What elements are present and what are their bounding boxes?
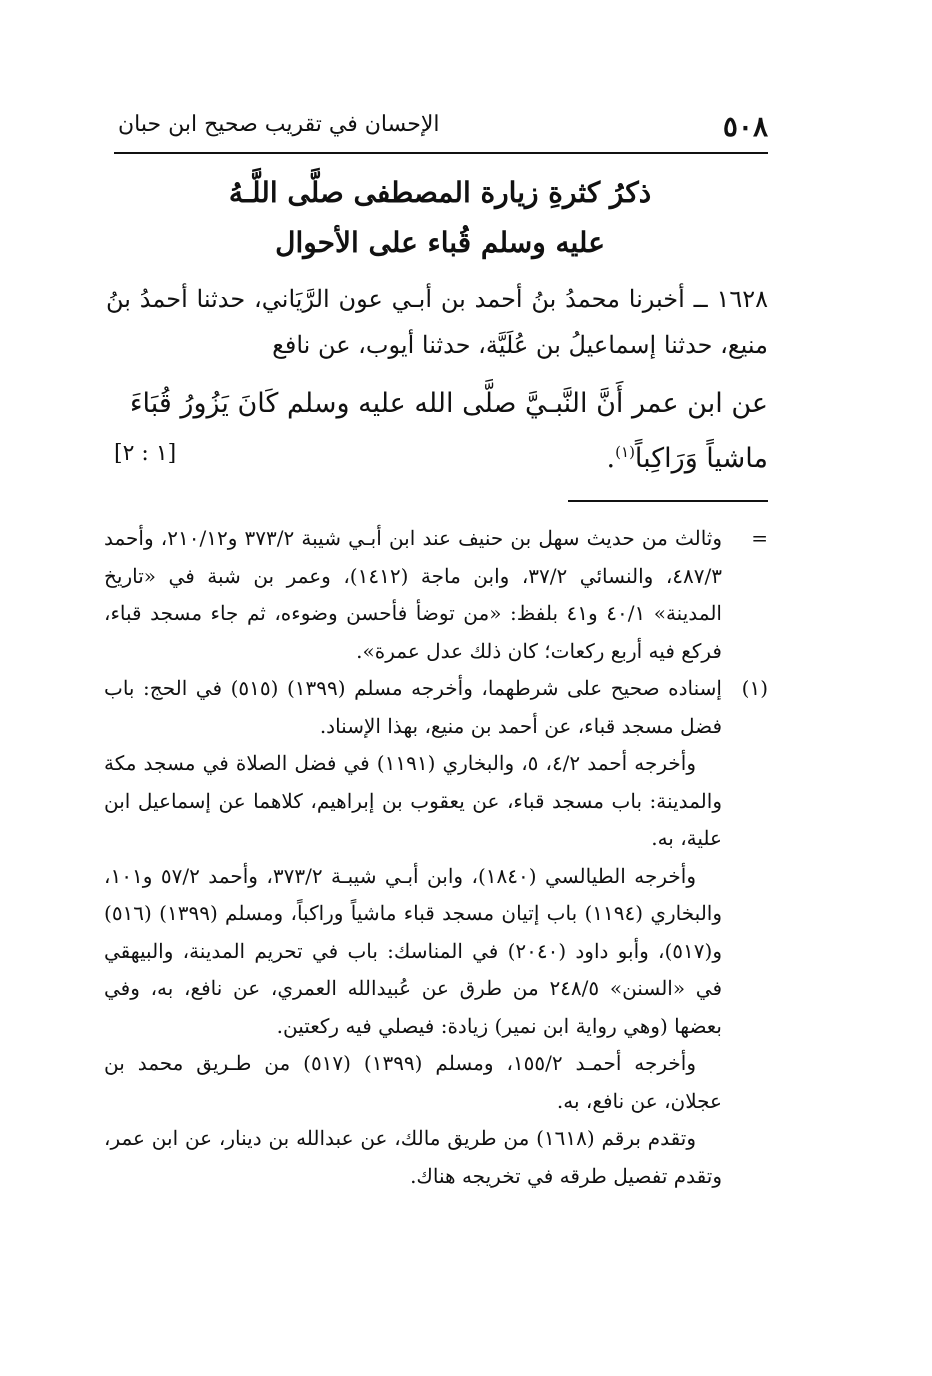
matn-line-2 — [106, 428, 768, 483]
chapter-title — [112, 168, 768, 268]
chapter-title-line-1: ذكرُ كثرةِ زيارة المصطفى صلَّى اللَّـهُ — [228, 176, 652, 209]
footnote-1-para-3: وأخرجه الطيالسي (١٨٤٠)، وابن أبـي شيبـة ٣٧٣/٢، وأحمد ٥٧/٢ و١٠١، والبخاري (١١٩٤) باب إتيان مسجد قباء ماشياً وراكباً، ومسلم (١٣٩٩) (٥١٦) و(٥١٧)، وأبو داود (٢٠٤٠) في المناسك: باب في تحريم المدينة، والبيهقي في «السنن» ٢٤٨/٥ من طرق عن عُبيدالله العمري، عن نافع، به، وفي بعضها (وهي رواية ابن نمير) زيادة: فيصلي فيه ركعتين. — [104, 863, 722, 1038]
chapter-title-line-2: عليه وسلم قُباء على الأحوال — [275, 226, 605, 259]
hadith-matn — [106, 380, 768, 483]
hadith-isnad: ١٦٢٨ ــ أخبرنا محمدُ بنُ أحمد بن أبـي عون الرَّيَاني، حدثنا أحمدُ بنُ منيع، حدثنا إسماعيلُ بن عُلَيَّة، حدثنا أيوب، عن نافع — [106, 285, 768, 359]
footnote-rule — [568, 500, 768, 502]
running-header — [112, 104, 768, 144]
footnote-1 — [104, 670, 768, 745]
header-rule — [114, 152, 768, 154]
footnote-1-para-1: إسناده صحيح على شرطهما، وأخرجه مسلم (١٣٩٩) (٥١٥) في الحج: باب فضل مسجد قباء، عن أحمد بن منيع، بهذا الإسناد. — [104, 676, 722, 738]
page-number: ٥٠٨ — [722, 110, 768, 143]
continuation-text: وثالث من حديث سهل بن حنيف عند ابن أبـي شيبة ٣٧٣/٢ و٢١٠/١٢، وأحمد ٤٨٧/٣، والنسائي ٣٧/٢، وابن ماجة (١٤١٢)، وعمر بن شبة في «تاريخ المدينة» ٤٠/١ و٤١ بلفظ: «من توضأ فأحسن وضوءه، ثم جاء مسجد قباء، فركع فيه أربع ركعات؛ كان ذلك عدل عمرة». — [104, 526, 723, 663]
book-title: الإحسان في تقريب صحيح ابن حبان — [118, 112, 440, 137]
footnote-reference-marker[interactable]: (١) — [615, 443, 635, 461]
footnote-1-para-4: وأخرجه أحمـد ١٥٥/٢، ومسلم (١٣٩٩) (٥١٧) من طـريق محمد بن عجلان، عن نافع، به. — [104, 1051, 722, 1113]
footnotes-section — [104, 520, 768, 1195]
footnote-1-para-5: وتقدم برقم (١٦١٨) من طريق مالك، عن عبدالله بن دينار، عن ابن عمر، وتقدم تفصيل طرقه في تخريجه هناك. — [104, 1126, 722, 1188]
continuation-marker: = — [751, 526, 768, 550]
footnote-1-marker: (١) — [741, 676, 768, 700]
matn-end-punctuation: . — [606, 443, 616, 474]
hadith-reference-tag: [١ : ٢] — [114, 441, 177, 466]
footnote-continuation — [104, 520, 768, 670]
matn-line-2-text: ماشياً وَرَاكِباً — [634, 443, 768, 474]
matn-line-1: عن ابن عمر أَنَّ النَّبـيَّ صلَّى الله عليه وسلم كَانَ يَزُورُ قُبَاءَ — [129, 388, 768, 419]
footnote-1-para-2: وأخرجه أحمد ٤/٢، ٥، والبخاري (١١٩١) في فضل الصلاة في مسجد مكة والمدينة: باب مسجد قباء، عن يعقوب بن إبراهيم، كلاهما عن إسماعيل ابن علية، به. — [104, 751, 722, 850]
